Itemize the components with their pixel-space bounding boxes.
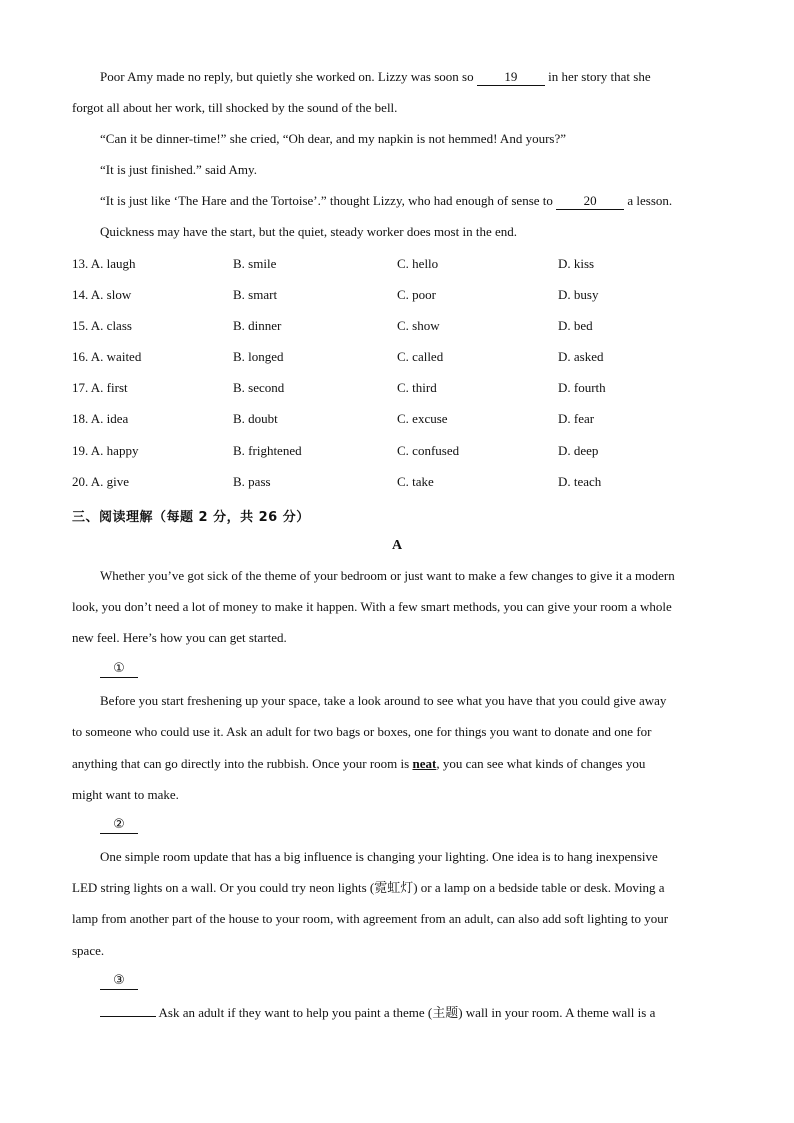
option-d: D. kiss [558,256,595,271]
paragraph-line: space. [72,943,105,958]
option-a: 18. A. idea [72,411,129,426]
question-row [72,443,732,459]
option-b: B. pass [233,474,271,489]
option-a: 19. A. happy [72,443,139,458]
option-d: D. bed [558,318,593,333]
option-b: B. doubt [233,411,278,426]
option-b: B. frightened [233,443,302,458]
underlined-word-neat: neat [412,756,437,771]
option-a: 16. A. waited [72,349,142,364]
text: “It is just like ‘The Hare and the Tortoise’.” thought Lizzy, who had enough of sense to [100,193,553,208]
question-row [72,318,732,334]
text: , you can see what kinds of changes you [436,756,646,771]
option-c: C. poor [397,287,436,302]
paragraph-line: forgot all about her work, till shocked by the sound of the bell. [72,100,398,115]
option-a: 14. A. slow [72,287,132,302]
option-b: B. smile [233,256,277,271]
blank-mark-3: ③ [100,973,138,990]
option-b: B. longed [233,349,284,364]
question-row [72,380,732,396]
paragraph-line: look, you don’t need a lot of money to make it happen. With a few smart methods, you can give your room a whole [72,599,672,614]
option-d: D. teach [558,474,602,489]
paragraph-line: “It is just finished.” said Amy. [100,162,257,177]
paragraph-line: Quickness may have the start, but the quiet, steady worker does most in the end. [100,224,517,239]
question-row [72,349,732,365]
paragraph-line: Whether you’ve got sick of the theme of your bedroom or just want to make a few changes to give it a modern [100,568,675,583]
paragraph-line: One simple room update that has a big influence is changing your lighting. One idea is to hang inexpensive [100,849,658,864]
question-row [72,287,732,303]
paragraph-line [100,1005,655,1021]
text: anything that can go directly into the rubbish. Once your room is [72,756,410,771]
paragraph-line: to someone who could use it. Ask an adult for two bags or boxes, one for things you want to donate and one for [72,724,652,739]
text: Poor Amy made no reply, but quietly she worked on. Lizzy was soon so [100,69,474,84]
paragraph-line [72,756,645,772]
option-c: C. take [397,474,434,489]
question-row [72,474,732,490]
text: Ask an adult if they want to help you paint a theme (主题) wall in your room. A theme wall is a [158,1005,656,1020]
paragraph-line: lamp from another part of the house to your room, with agreement from an adult, can also add soft lighting to your [72,911,669,926]
option-b: B. smart [233,287,278,302]
blank-20: 20 [556,193,624,210]
text: in her story that she [548,69,651,84]
option-a: 20. A. give [72,474,130,489]
passage-letter: A [391,538,403,553]
option-c: C. hello [397,256,439,271]
paragraph-line: might want to make. [72,787,179,802]
option-c: C. called [397,349,444,364]
option-c: C. excuse [397,411,448,426]
option-d: D. busy [558,287,599,302]
option-d: D. deep [558,443,599,458]
option-c: C. show [397,318,440,333]
option-a: 15. A. class [72,318,132,333]
blank-mark-2: ② [100,817,138,834]
option-c: C. confused [397,443,460,458]
option-b: B. second [233,380,285,395]
paragraph-line [100,69,651,86]
option-a: 13. A. laugh [72,256,136,271]
option-a: 17. A. first [72,380,128,395]
section-title: 三、阅读理解（每题 2 分，共 26 分） [72,510,310,525]
option-c: C. third [397,380,437,395]
paragraph-line: new feel. Here’s how you can get started. [72,630,287,645]
option-b: B. dinner [233,318,282,333]
question-row [72,256,732,272]
paragraph-line: Before you start freshening up your space, take a look around to see what you have that you could give away [100,693,667,708]
paragraph-line [100,193,672,210]
paragraph-line: LED string lights on a wall. Or you could try neon lights (霓虹灯) or a lamp on a bedside table or desk. Moving a [72,880,665,895]
blank-19: 19 [477,69,545,86]
question-row [72,411,732,427]
paragraph-line: “Can it be dinner-time!” she cried, “Oh dear, and my napkin is not hemmed! And yours?” [100,131,566,146]
option-d: D. fear [558,411,595,426]
option-d: D. asked [558,349,604,364]
text: a lesson. [627,193,673,208]
answer-blank [100,1016,156,1017]
blank-mark-1: ① [100,661,138,678]
option-d: D. fourth [558,380,606,395]
